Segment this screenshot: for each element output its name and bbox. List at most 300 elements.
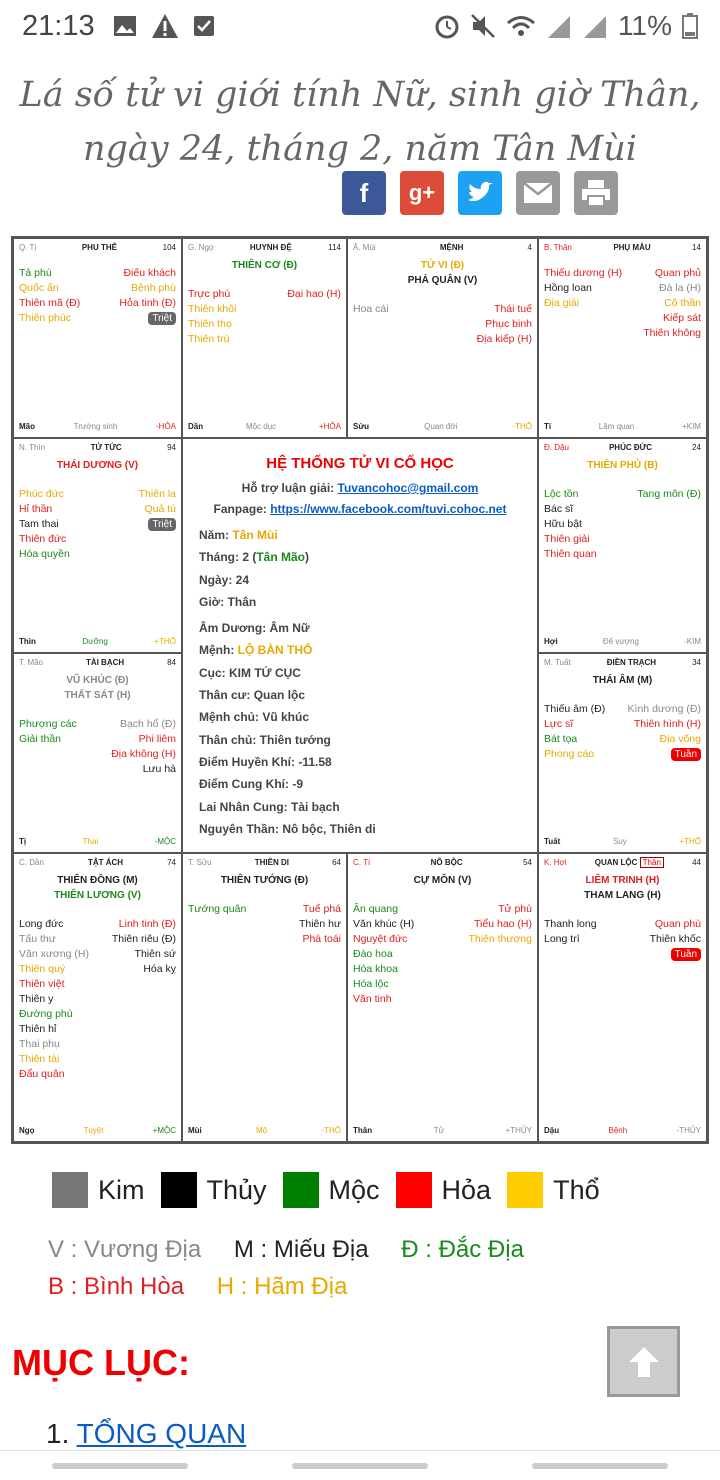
minor-stars <box>188 902 341 947</box>
minor-star: Tấu thư <box>19 933 56 945</box>
legend-label: Hỏa <box>441 1174 492 1205</box>
cell-footer <box>19 837 176 846</box>
footer-element: -HỎA <box>156 422 176 431</box>
legend-label: Kim <box>98 1174 145 1205</box>
chart-center-info <box>182 438 538 853</box>
cell-footer <box>188 422 341 431</box>
minor-star: Trực phù <box>188 288 231 300</box>
minor-star: Lộc tồn <box>544 488 579 500</box>
footer-branch: Tị <box>19 837 27 846</box>
fanpage-line <box>197 499 523 520</box>
cell-header <box>544 658 701 667</box>
thang-line <box>197 546 523 568</box>
abbr-row-1 <box>48 1236 524 1264</box>
minor-star: Thiên la <box>138 488 176 500</box>
footer-element: +THỔ <box>679 837 701 846</box>
than-tag: Thân <box>640 857 664 868</box>
palace-cell <box>347 853 538 1142</box>
legend-item <box>396 1172 492 1208</box>
minor-star: Thanh long <box>544 918 597 930</box>
minor-star: Quan phủ <box>654 267 701 279</box>
footer-element: +KIM <box>682 422 701 431</box>
minor-star: Thiên hư <box>298 918 341 930</box>
cell-header <box>544 243 701 252</box>
nav-handle[interactable] <box>532 1463 668 1469</box>
legend-label: Mộc <box>328 1174 380 1205</box>
arrow-up-icon <box>627 1345 661 1379</box>
checkbox-icon <box>193 15 215 37</box>
minor-star: Bệnh phù <box>131 282 176 294</box>
minor-star: Địa không (H) <box>111 748 176 760</box>
nam-label: Năm: <box>199 528 230 542</box>
footer-element: +MỘC <box>152 1126 176 1135</box>
cell-position: C. Dần <box>19 858 44 867</box>
minor-star: Đào hoa <box>353 948 393 960</box>
minor-star: Đẩu quân <box>19 1068 65 1080</box>
major-stars <box>544 673 701 688</box>
minor-stars <box>188 287 341 347</box>
thanchu-line: Thân chủ: Thiên tướng <box>199 732 331 747</box>
footer-element: -THỔ <box>512 422 532 431</box>
minor-star: Kiếp sát <box>663 312 701 324</box>
signal-icon <box>546 14 572 38</box>
thang-end: ) <box>305 550 309 565</box>
minor-star: Hoa cái <box>353 303 389 315</box>
minor-star: Tả phù <box>19 267 52 279</box>
minor-star: Long trì <box>544 933 580 945</box>
minor-star: Phong cáo <box>544 748 595 760</box>
footer-branch: Mùi <box>188 1126 202 1135</box>
footer-element: -THỔ <box>321 1126 341 1135</box>
page-title: Lá số tử vi giới tính Nữ, sinh giờ Thân, ngày 24, tháng 2, năm Tân Mùi <box>19 75 701 169</box>
minor-star: Điếu khách <box>123 267 176 279</box>
minor-stars <box>544 917 701 962</box>
cell-number: 84 <box>167 658 176 667</box>
toc-item <box>46 1418 246 1450</box>
minor-stars <box>353 902 532 1007</box>
palace-label: ĐIỀN TRẠCH <box>606 658 657 667</box>
cell-palace-name <box>36 243 162 252</box>
footer-branch: Dậu <box>544 1126 560 1135</box>
cell-palace-name <box>43 658 167 667</box>
major-stars <box>544 873 701 903</box>
minor-star: Thiên hình (H) <box>633 718 701 730</box>
minor-star: Cô thần <box>664 297 701 309</box>
footer-branch: Tí <box>544 422 552 431</box>
email-share-button[interactable] <box>516 171 560 215</box>
cuc-line: Cục: KIM TỨ CỤC <box>199 665 301 680</box>
facebook-icon: f <box>359 177 369 208</box>
cell-footer <box>353 1126 532 1135</box>
cell-header <box>19 243 176 252</box>
cell-footer <box>544 637 701 646</box>
minor-star: Phá toái <box>302 933 341 945</box>
footer-stage: Bệnh <box>608 1126 628 1135</box>
footer-element: +THỔ <box>154 637 176 646</box>
cell-number: 24 <box>692 443 701 452</box>
minor-star: Thiên riêu (Đ) <box>111 933 176 945</box>
minor-star: Hỉ thần <box>19 503 53 515</box>
footer-element: +THỦY <box>505 1126 532 1135</box>
cell-palace-name <box>569 443 692 452</box>
palace-cell <box>182 238 347 438</box>
minor-stars <box>19 717 176 777</box>
major-star: THIÊN PHỦ (B) <box>587 460 658 471</box>
mail-icon <box>523 182 553 204</box>
major-stars <box>544 458 701 473</box>
minor-star: Quả tú <box>144 503 176 515</box>
major-stars <box>188 258 341 273</box>
palace-label: TẬT ÁCH <box>87 858 124 867</box>
cell-palace-name <box>44 858 167 867</box>
abbr-ham: H : Hãm Địa <box>216 1273 348 1300</box>
lainhan-line: Lai Nhân Cung: Tài bạch <box>199 799 340 814</box>
minor-star: Hóa kỵ <box>143 963 176 975</box>
minor-stars <box>544 487 701 562</box>
printer-icon <box>581 179 611 207</box>
palace-cell <box>13 853 182 1142</box>
cell-palace-name <box>376 243 528 252</box>
gio-line: Giờ: Thân <box>199 594 257 609</box>
cell-number: 94 <box>167 443 176 452</box>
minor-star: Thiên sứ <box>134 948 176 960</box>
cell-header <box>19 658 176 667</box>
major-star: THẤT SÁT (H) <box>64 690 131 701</box>
cell-header <box>19 443 176 452</box>
cell-header <box>19 858 176 867</box>
palace-cell <box>347 238 538 438</box>
legend-swatch <box>161 1172 197 1208</box>
palace-cell <box>13 653 182 853</box>
footer-stage: Tuyệt <box>83 1126 104 1135</box>
wifi-icon <box>506 14 536 38</box>
major-stars <box>353 873 532 888</box>
minor-star: Địa kiếp (H) <box>476 333 532 345</box>
minor-star: Thiên việt <box>19 978 65 990</box>
abbr-dac: Đ : Đắc Địa <box>401 1236 524 1263</box>
minor-star: Thiên khôi <box>188 303 237 315</box>
footer-branch: Thân <box>353 1126 373 1135</box>
google-plus-icon: g+ <box>408 180 436 205</box>
palace-label: PHU THÊ <box>81 243 117 252</box>
cell-palace-name <box>572 243 692 252</box>
footer-branch: Sửu <box>353 422 370 431</box>
minor-star: Thiên không <box>643 327 701 339</box>
minor-star: Văn xương (H) <box>19 948 89 960</box>
fanpage-link[interactable]: https://www.facebook.com/tuvi.cohoc.net <box>270 502 507 516</box>
minor-star: Tiểu hao (H) <box>474 918 532 930</box>
minor-star: Thái tuế <box>494 303 532 315</box>
major-star: PHÁ QUÂN (V) <box>407 275 478 286</box>
minor-star: Thiên giải <box>544 533 590 545</box>
major-star: VŨ KHÚC (Đ) <box>66 675 129 686</box>
legend-item <box>52 1172 145 1208</box>
amduong-line: Âm Dương: Âm Nữ <box>199 621 310 636</box>
ngay-line: Ngày: 24 <box>199 572 250 587</box>
signal-icon-2 <box>582 14 608 38</box>
element-legend <box>52 1172 616 1208</box>
footer-stage: Thai <box>82 837 99 846</box>
cell-position: Đ. Dậu <box>544 443 569 452</box>
menh-value: LỘ BÀN THỔ <box>237 643 313 658</box>
menhchu-line: Mệnh chủ: Vũ khúc <box>199 710 310 725</box>
minor-star: Thiên khốc <box>649 933 701 945</box>
minor-star: Long đức <box>19 918 64 930</box>
legend-item <box>161 1172 267 1208</box>
cell-header <box>188 243 341 252</box>
palace-label: TỬ TỨC <box>90 443 122 452</box>
minor-star: Lưu hà <box>142 763 176 775</box>
footer-stage: Đế vượng <box>602 637 639 646</box>
palace-cell <box>13 438 182 653</box>
minor-star: Hóa lộc <box>353 978 389 990</box>
minor-star: Phượng các <box>19 718 77 730</box>
minor-star: Hóa khoa <box>353 963 398 975</box>
badge-tag: Triệt <box>148 312 176 325</box>
footer-element: +HỎA <box>318 422 341 431</box>
footer-stage: Mộc dục <box>245 422 277 431</box>
print-button[interactable] <box>574 171 618 215</box>
cell-position: T. Sửu <box>188 858 212 867</box>
support-line <box>197 478 523 499</box>
minor-star: Thiên đức <box>19 533 67 545</box>
footer-branch: Ngọ <box>19 1126 35 1135</box>
minor-star: Ân quang <box>353 903 398 915</box>
menh-label: Mệnh: <box>199 643 235 658</box>
footer-branch: Tuất <box>544 837 561 846</box>
horoscope-chart <box>11 236 709 1144</box>
minor-stars <box>19 266 176 326</box>
major-stars <box>19 873 176 903</box>
nam-value: Tân Mùi <box>232 528 278 542</box>
minor-star: Địa giải <box>544 297 580 309</box>
status-bar <box>0 0 720 52</box>
cell-position: G. Ngọ <box>188 243 214 252</box>
footer-element: -MỘC <box>154 837 176 846</box>
cell-number: 54 <box>523 858 532 867</box>
share-bar <box>342 171 618 215</box>
minor-star: Tang môn (Đ) <box>637 488 701 500</box>
mute-icon <box>470 13 496 39</box>
abbr-binh: B : Bình Hòa <box>48 1273 185 1300</box>
cell-number: 114 <box>328 243 341 252</box>
cell-palace-name <box>212 858 333 867</box>
cell-palace-name <box>571 658 692 667</box>
cell-number: 14 <box>692 243 701 252</box>
minor-star: Giải thần <box>19 733 62 745</box>
minor-star: Phúc đức <box>19 488 64 500</box>
palace-label: NÔ BỘC <box>430 858 463 867</box>
thancu-line: Thân cư: Quan lộc <box>199 688 306 703</box>
minor-star: Tuế phá <box>302 903 341 915</box>
back-to-top-button[interactable] <box>607 1326 680 1397</box>
support-email-link[interactable]: Tuvancohoc@gmail.com <box>337 481 479 495</box>
badge-tag: Tuần <box>671 948 701 961</box>
minor-stars <box>19 487 176 562</box>
cell-number: 34 <box>692 658 701 667</box>
palace-label: PHÚC ĐỨC <box>608 443 653 452</box>
major-star: THAM LANG (H) <box>584 890 661 901</box>
minor-star: Hỏa tinh (Đ) <box>119 297 176 309</box>
minor-star: Địa võng <box>659 733 701 745</box>
warning-icon <box>151 13 179 39</box>
cell-footer <box>544 837 701 846</box>
minor-star: Lực sĩ <box>544 718 574 730</box>
legend-swatch <box>283 1172 319 1208</box>
google-share-button[interactable] <box>400 171 444 215</box>
cell-number: 104 <box>162 243 176 252</box>
minor-stars <box>19 917 176 1082</box>
abbr-row-2 <box>48 1273 347 1301</box>
footer-stage: Trường sinh <box>73 422 118 431</box>
image-icon <box>113 15 137 37</box>
badge-tag: Tuần <box>671 748 701 761</box>
palace-label: TÀI BẠCH <box>85 658 125 667</box>
major-stars <box>188 873 341 888</box>
minor-star: Thiếu âm (Đ) <box>544 703 606 715</box>
battery-text: 11% <box>618 10 672 41</box>
minor-star: Thiên mã (Đ) <box>19 297 81 309</box>
minor-stars <box>544 266 701 341</box>
minor-star: Thiên thọ <box>188 318 232 330</box>
battery-icon <box>682 13 698 39</box>
nguyenthan-line: Nguyên Thần: Nô bộc, Thiên di <box>199 821 376 836</box>
cell-position: Q. Tị <box>19 243 37 252</box>
twitter-share-button[interactable] <box>458 171 502 215</box>
minor-stars <box>544 702 701 762</box>
minor-star: Kình dương (Đ) <box>627 703 701 715</box>
legend-label: Thổ <box>553 1174 600 1205</box>
palace-label: HUYNH ĐỆ <box>249 243 292 252</box>
cell-footer <box>19 637 176 646</box>
cell-position: Â. Mùi <box>353 243 376 252</box>
twitter-icon <box>466 181 494 205</box>
minor-star: Thiên y <box>19 993 54 1005</box>
footer-branch: Mão <box>19 422 35 431</box>
toc-number: 1. <box>46 1418 70 1449</box>
minor-star: Quan phù <box>654 918 701 930</box>
major-star: THIÊN TƯỚNG (Đ) <box>220 875 309 886</box>
minor-star: Nguyệt đức <box>353 933 408 945</box>
cell-footer <box>353 422 532 431</box>
minor-stars <box>353 302 532 347</box>
minor-star: Đại hao (H) <box>287 288 341 300</box>
cell-number: 4 <box>527 243 532 252</box>
menh-line <box>197 639 523 661</box>
minor-star: Thiếu dương (H) <box>544 267 623 279</box>
cell-position: M. Tuất <box>544 658 571 667</box>
minor-star: Bác sĩ <box>544 503 574 515</box>
minor-star: Linh tinh (Đ) <box>118 918 176 930</box>
thang-label: Tháng: 2 ( <box>199 550 257 565</box>
palace-label: QUAN LỘC <box>594 858 638 867</box>
cell-palace-name <box>45 443 167 452</box>
minor-star: Thiên phúc <box>19 312 71 324</box>
minor-star: Hóa quyền <box>19 548 70 560</box>
legend-swatch <box>52 1172 88 1208</box>
legend-item <box>283 1172 380 1208</box>
nam-line <box>197 524 523 546</box>
cell-header <box>353 858 532 867</box>
toc-link-tong-quan[interactable]: TỔNG QUAN <box>76 1418 247 1449</box>
palace-label: PHỤ MẪU <box>613 243 651 252</box>
legend-label: Thủy <box>206 1174 267 1205</box>
minor-star: Tử phù <box>498 903 532 915</box>
major-star: THIÊN CƠ (Đ) <box>231 260 298 271</box>
major-star: TỬ VI (Đ) <box>420 260 465 271</box>
badge-tag: Triệt <box>148 518 176 531</box>
major-stars <box>353 258 532 288</box>
nav-handle[interactable] <box>292 1463 428 1469</box>
minor-star: Đà la (H) <box>658 282 701 294</box>
footer-element: -THỦY <box>676 1126 701 1135</box>
palace-cell <box>182 853 347 1142</box>
nav-handle[interactable] <box>52 1463 188 1469</box>
major-star: LIÊM TRINH (H) <box>585 875 660 886</box>
major-star: THIÊN ĐỒNG (M) <box>57 875 138 886</box>
major-star: THIÊN LƯƠNG (V) <box>54 890 141 901</box>
cell-position: C. Tí <box>353 858 371 867</box>
cell-number: 44 <box>692 858 701 867</box>
legend-item <box>507 1172 600 1208</box>
cell-number: 64 <box>332 858 341 867</box>
cell-header <box>544 443 701 452</box>
status-time: 21:13 <box>22 9 95 42</box>
minor-star: Thiên thương <box>468 933 532 945</box>
footer-stage: Mộ <box>256 1126 268 1135</box>
cell-position: K. Hợi <box>544 858 567 867</box>
cell-position: T. Mão <box>19 658 44 667</box>
minor-star: Thai phụ <box>19 1038 60 1050</box>
cell-header <box>544 858 701 867</box>
footer-stage: Tử <box>433 1126 444 1135</box>
cell-position: N. Thìn <box>19 443 46 452</box>
facebook-share-button[interactable] <box>342 171 386 215</box>
footer-stage: Dưỡng <box>82 637 108 646</box>
minor-star: Tam thai <box>19 518 59 530</box>
cell-palace-name <box>213 243 328 252</box>
footer-branch: Thìn <box>19 637 36 646</box>
cell-palace-name <box>567 858 693 867</box>
minor-star: Đường phù <box>19 1008 73 1020</box>
cell-footer <box>19 1126 176 1135</box>
minor-star: Thiên quý <box>19 963 66 975</box>
minor-star: Văn tinh <box>353 993 392 1005</box>
footer-branch: Dần <box>188 422 204 431</box>
cell-header <box>353 243 532 252</box>
major-stars <box>19 673 176 703</box>
toc-heading: MỤC LỤC: <box>12 1342 190 1383</box>
abbr-mieu: M : Miếu Địa <box>233 1236 369 1263</box>
palace-cell <box>538 238 707 438</box>
minor-star: Tướng quân <box>188 903 247 915</box>
minor-star: Hồng loan <box>544 282 592 294</box>
cell-footer <box>188 1126 341 1135</box>
palace-label: THIÊN DI <box>254 858 289 867</box>
minor-star: Thiên tài <box>19 1053 60 1065</box>
palace-label: MỆNH <box>439 243 464 252</box>
minor-star: Bạch hổ (Đ) <box>119 718 176 730</box>
support-label: Hỗ trợ luận giải: <box>241 481 335 495</box>
palace-cell <box>538 653 707 853</box>
palace-cell <box>538 853 707 1142</box>
legend-swatch <box>507 1172 543 1208</box>
palace-cell <box>13 238 182 438</box>
fanpage-label: Fanpage: <box>213 502 267 516</box>
minor-star: Phi liêm <box>138 733 176 745</box>
cell-header <box>188 858 341 867</box>
palace-cell <box>538 438 707 653</box>
